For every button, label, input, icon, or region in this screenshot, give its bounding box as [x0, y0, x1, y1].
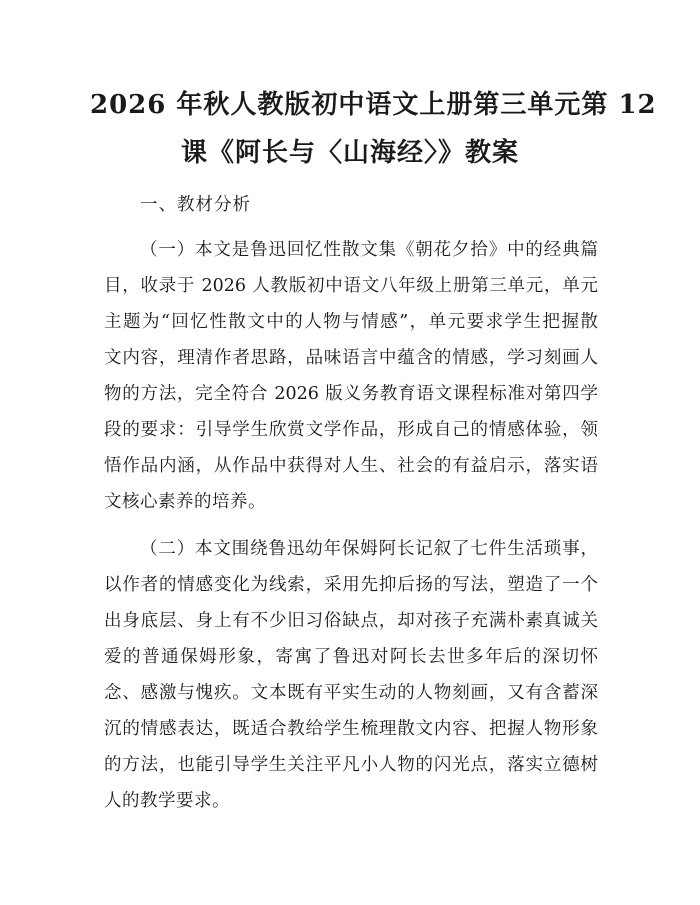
paragraph-1-line-3: 主题为“回忆性散文中的人物与情感”，单元要求学生把握散 — [104, 312, 598, 332]
paragraph-2-line-6: 沉的情感表达，既适合教给学生梳理散文内容、把握人物形象 — [104, 719, 598, 739]
document-title-line-2: 课《阿长与〈山海经〉》教案 — [180, 138, 519, 168]
paragraph-2-line-8: 人的教学要求。 — [104, 791, 230, 811]
paragraph-1-line-4: 文内容，理清作者思路，品味语言中蕴含的情感，学习刻画人 — [104, 348, 598, 368]
paragraph-2-line-5: 念、感激与愧疚。文本既有平实生动的人物刻画，又有含蓄深 — [104, 683, 598, 703]
paragraph-2-line-3: 出身底层、身上有不少旧习俗缺点，却对孩子充满朴素真诚关 — [104, 611, 598, 631]
paragraph-1-line-2: 目，收录于 2026 人教版初中语文八年级上册第三单元，单元 — [104, 276, 598, 296]
paragraph-2-line-4: 爱的普通保姆形象，寄寓了鲁迅对阿长去世多年后的深切怀 — [104, 647, 598, 667]
section-heading-textbook-analysis: 一、教材分析 — [140, 195, 251, 215]
paragraph-2-line-7: 的方法，也能引导学生关注平凡小人物的闪光点，落实立德树 — [104, 755, 598, 775]
paragraph-2-line-2: 以作者的情感变化为线索，采用先抑后扬的写法，塑造了一个 — [104, 575, 598, 595]
paragraph-1-line-6: 段的要求：引导学生欣赏文学作品，形成自己的情感体验，领 — [104, 420, 598, 440]
paragraph-2-line-1: （二）本文围绕鲁迅幼年保姆阿长记叙了七件生活琐事， — [140, 539, 598, 559]
document-title-line-1: 2026 年秋人教版初中语文上册第三单元第 12 — [90, 90, 657, 120]
paragraph-1-line-1: （一）本文是鲁迅回忆性散文集《朝花夕拾》中的经典篇 — [140, 240, 598, 260]
paragraph-1-line-8: 文核心素养的培养。 — [104, 492, 266, 512]
paragraph-1-line-5: 物的方法，完全符合 2026 版义务教育语文课程标准对第四学 — [104, 384, 598, 404]
paragraph-1-line-7: 悟作品内涵，从作品中获得对人生、社会的有益启示，落实语 — [104, 456, 598, 476]
